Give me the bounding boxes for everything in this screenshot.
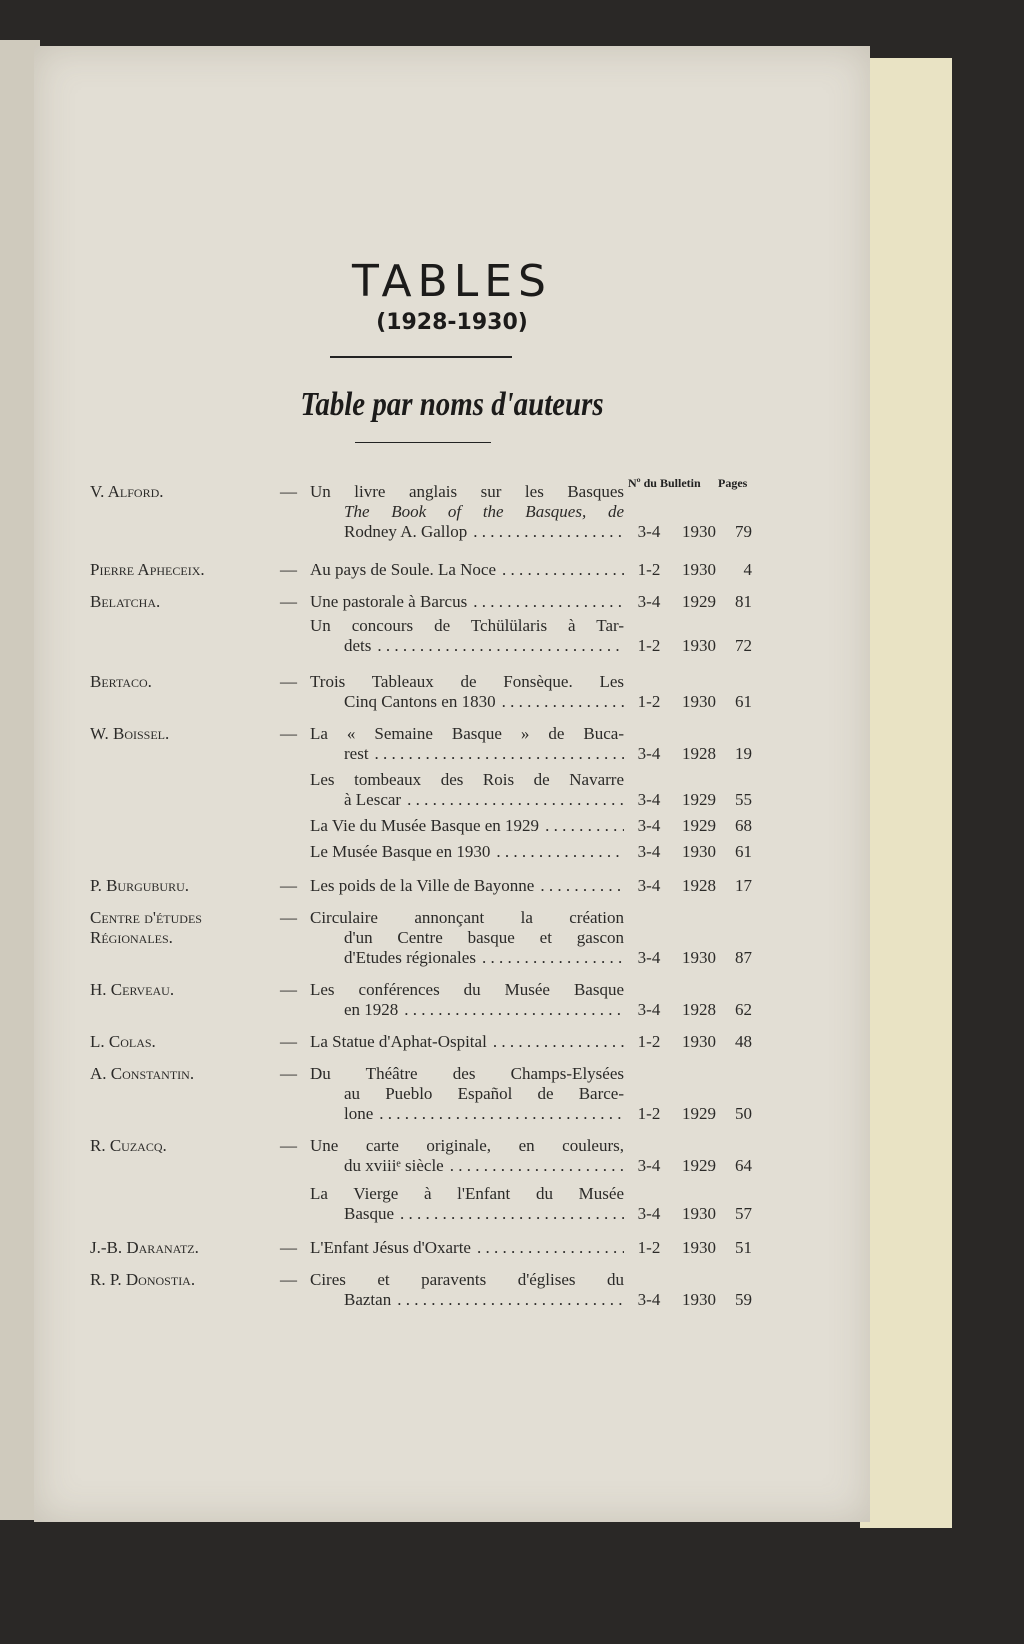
entry-year: 1929 — [682, 816, 716, 835]
entry-author: W. Boissel. — [90, 724, 170, 743]
entry-year: 1930 — [682, 636, 716, 655]
entry-author: R. Cuzacq. — [90, 1136, 167, 1155]
entry-page: 72 — [735, 636, 752, 655]
entry-author: Centre d'études Régionales. — [90, 908, 202, 947]
entry-bulletin-number: 1-2 — [637, 1238, 661, 1257]
entry-bulletin-number: 3-4 — [637, 1204, 661, 1223]
entry-title-line: Les tombeaux des Rois de Navarre — [310, 770, 624, 789]
entry-page: 55 — [735, 790, 752, 809]
page-title: TABLES — [352, 256, 552, 307]
entry-title-line: Basque . . . — [344, 1204, 624, 1224]
entry-year: 1930 — [682, 1290, 716, 1309]
entry-author: Bertaco. — [90, 672, 152, 691]
entry-year: 1930 — [682, 1204, 716, 1223]
dash: — — [280, 482, 297, 501]
page-stack-edge — [860, 58, 952, 1528]
dash: — — [280, 560, 297, 579]
entry-page: 87 — [735, 948, 752, 967]
entry-author: Belatcha. — [90, 592, 161, 611]
entry-year: 1930 — [682, 842, 716, 861]
entry-title-line: en 1928 . . . — [344, 1000, 624, 1020]
entry-year: 1929 — [682, 1104, 716, 1123]
dash: — — [280, 980, 297, 999]
dash: — — [280, 672, 297, 691]
entry-bulletin-number: 1-2 — [637, 692, 661, 711]
entry-bulletin-number: 3-4 — [637, 876, 661, 895]
entry-bulletin-number: 1-2 — [637, 560, 661, 579]
entry-bulletin-number: 3-4 — [637, 1000, 661, 1019]
entry-page: 17 — [735, 876, 752, 895]
entry-title-line: Une carte originale, en couleurs, — [310, 1136, 624, 1155]
entry-page: 57 — [735, 1204, 752, 1223]
divider — [330, 356, 512, 358]
entry-page: 61 — [735, 842, 752, 861]
entry-bulletin-number: 3-4 — [637, 816, 661, 835]
entry-year: 1930 — [682, 560, 716, 579]
entry-title-line: Les conférences du Musée Basque — [310, 980, 624, 999]
entry-year: 1930 — [682, 522, 716, 541]
entry-author: V. Alford. — [90, 482, 164, 501]
entry-title-line: dets . . . — [344, 636, 624, 656]
entry-page: 79 — [735, 522, 752, 541]
entry-title-line: d'un Centre basque et gascon — [344, 928, 624, 947]
entry-bulletin-number: 1-2 — [637, 1104, 661, 1123]
entry-author: P. Burguburu. — [90, 876, 190, 895]
entry-title-line: au Pueblo Español de Barce- — [344, 1084, 624, 1103]
entry-year: 1929 — [682, 1156, 716, 1175]
entry-title-line: Rodney A. Gallop . . . — [344, 522, 624, 542]
entry-year: 1928 — [682, 744, 716, 763]
entry-page: 59 — [735, 1290, 752, 1309]
entry-title-line: rest . . . — [344, 744, 624, 764]
entry-year: 1930 — [682, 948, 716, 967]
entry-bulletin-number: 3-4 — [637, 790, 661, 809]
entry-year: 1930 — [682, 692, 716, 711]
entry-bulletin-number: 1-2 — [637, 1032, 661, 1051]
entry-title-line: Un livre anglais sur les Basques — [310, 482, 624, 501]
dash: — — [280, 1064, 297, 1083]
dash: — — [280, 1270, 297, 1289]
entry-author: R. P. Donostia. — [90, 1270, 196, 1289]
entry-page: 62 — [735, 1000, 752, 1019]
entry-title-line: Du Théâtre des Champs-Elysées — [310, 1064, 624, 1083]
entry-title-line: Circulaire annonçant la création — [310, 908, 624, 927]
entry-page: 50 — [735, 1104, 752, 1123]
entry-year: 1930 — [682, 1032, 716, 1051]
entry-title-line: lone . . . — [344, 1104, 624, 1124]
dash: — — [280, 592, 297, 611]
entry-title-line: La Vie du Musée Basque en 1929 . . . — [310, 816, 624, 836]
entry-title-line: La Statue d'Aphat-Ospital . . . — [310, 1032, 624, 1052]
entry-title-line: La « Semaine Basque » de Buca- — [310, 724, 624, 743]
entry-title-line: L'Enfant Jésus d'Oxarte . . . — [310, 1238, 624, 1258]
entry-title-line: The Book of the Basques, de — [344, 502, 624, 521]
page-years: (1928-1930) — [376, 310, 528, 335]
dash: — — [280, 876, 297, 895]
entry-author: A. Constantin. — [90, 1064, 195, 1083]
entry-bulletin-number: 3-4 — [637, 1156, 661, 1175]
entry-bulletin-number: 3-4 — [637, 1290, 661, 1309]
entry-page: 68 — [735, 816, 752, 835]
entry-bulletin-number: 3-4 — [637, 522, 661, 541]
entry-bulletin-number: 3-4 — [637, 842, 661, 861]
entry-author: L. Colas. — [90, 1032, 156, 1051]
document-page — [34, 46, 870, 1522]
entry-title-line: à Lescar . . . — [344, 790, 624, 810]
entry-title-line: La Vierge à l'Enfant du Musée — [310, 1184, 624, 1203]
entry-title-line: Cinq Cantons en 1830 . . . — [344, 692, 624, 712]
entry-title-line: d'Etudes régionales . . . — [344, 948, 624, 968]
entry-bulletin-number: 3-4 — [637, 744, 661, 763]
entry-page: 48 — [735, 1032, 752, 1051]
entry-year: 1930 — [682, 1238, 716, 1257]
entry-title-line: du xviiiᵉ siècle . . . — [344, 1156, 624, 1176]
entry-author: J.-B. Daranatz. — [90, 1238, 199, 1257]
dash: — — [280, 908, 297, 927]
entry-page: 64 — [735, 1156, 752, 1175]
entry-title-line: Le Musée Basque en 1930 . . . — [310, 842, 624, 862]
entry-author: Pierre Apheceix. — [90, 560, 205, 579]
entry-title-line: Baztan . . . — [344, 1290, 624, 1310]
entry-page: 81 — [735, 592, 752, 611]
divider — [355, 442, 491, 443]
entry-author: H. Cerveau. — [90, 980, 175, 999]
entry-title-line: Cires et paravents d'églises du — [310, 1270, 624, 1289]
entry-year: 1928 — [682, 1000, 716, 1019]
entry-title-line: Les poids de la Ville de Bayonne . . . — [310, 876, 624, 896]
entry-page: 19 — [735, 744, 752, 763]
column-header-pages: Pages — [718, 476, 748, 490]
entry-title-line: Une pastorale à Barcus . . . — [310, 592, 624, 612]
dash: — — [280, 724, 297, 743]
dash: — — [280, 1032, 297, 1051]
entry-title-line: Trois Tableaux de Fonsèque. Les — [310, 672, 624, 691]
entry-page: 61 — [735, 692, 752, 711]
entry-bulletin-number: 3-4 — [637, 592, 661, 611]
entry-page: 4 — [743, 560, 752, 579]
column-header-bulletin: Nº du Bulletin — [628, 476, 701, 490]
entry-year: 1929 — [682, 592, 716, 611]
entry-bulletin-number: 1-2 — [637, 636, 661, 655]
dash: — — [280, 1136, 297, 1155]
dash: — — [280, 1238, 297, 1257]
entry-title-line: Un concours de Tchülülaris à Tar- — [310, 616, 624, 635]
section-title: Table par noms d'auteurs — [300, 386, 604, 423]
entry-page: 51 — [735, 1238, 752, 1257]
entry-title-line: Au pays de Soule. La Noce . . . — [310, 560, 624, 580]
entry-year: 1929 — [682, 790, 716, 809]
entry-bulletin-number: 3-4 — [637, 948, 661, 967]
entry-year: 1928 — [682, 876, 716, 895]
